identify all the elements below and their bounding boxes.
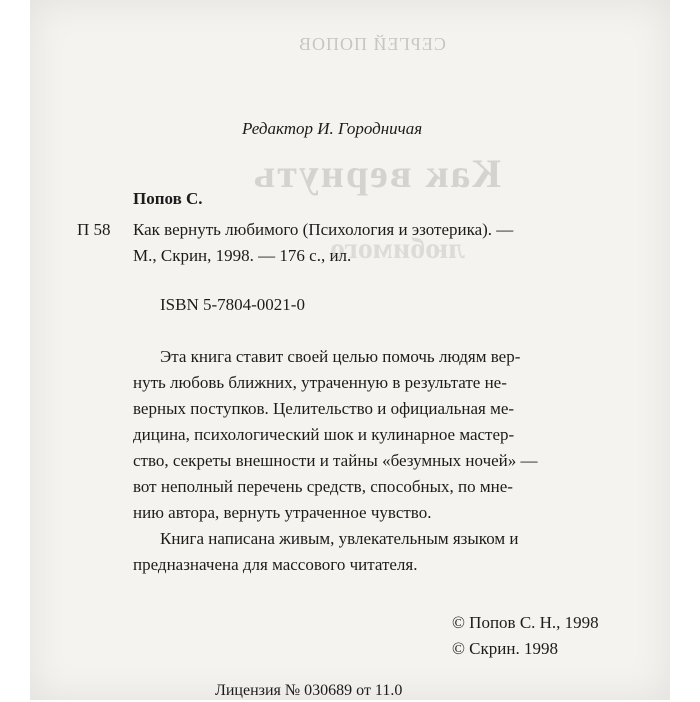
editor-line: Редактор И. Городничая: [242, 119, 423, 138]
annotation-line: ство, секреты внешности и тайны «безумных ночей» —: [133, 451, 538, 470]
bleed-through-title-2: любимого: [330, 232, 465, 265]
bleed-through-author: СЕРГЕЙ ПОПОВ: [298, 34, 446, 54]
annotation-line: Книга написана живым, увлекательным языком и: [160, 529, 519, 548]
license-line: Лицензия № 030689 от 11.0: [215, 682, 403, 699]
classification-code: П 58: [77, 220, 111, 239]
annotation-line: Эта книга ставит своей целью помочь людям вер-: [160, 347, 521, 366]
annotation-line: нию автора, вернуть утраченное чувство.: [133, 503, 432, 522]
bleed-through-title: Как вернуть: [252, 151, 501, 196]
isbn: ISBN 5-7804-0021-0: [160, 295, 305, 314]
annotation-line: вот неполный перечень средств, способных, по мне-: [133, 477, 513, 496]
annotation-line: нуть любовь ближних, утраченную в результате не-: [133, 373, 507, 392]
copyright-publisher: © Скрин. 1998: [452, 639, 558, 658]
annotation-line: дицина, психологический шок и кулинарное мастер-: [133, 425, 515, 444]
bibliographic-line: М., Скрин, 1998. — 176 с., ил.: [133, 246, 352, 265]
annotation-line: верных поступков. Целительство и официальная ме-: [133, 399, 515, 418]
annotation-line: предназначена для массового читателя.: [133, 555, 418, 574]
copyright-author: © Попов С. Н., 1998: [452, 613, 599, 632]
bibliographic-line: Как вернуть любимого (Психология и эзотерика). —: [133, 220, 514, 239]
author-name: Попов С.: [133, 189, 203, 208]
